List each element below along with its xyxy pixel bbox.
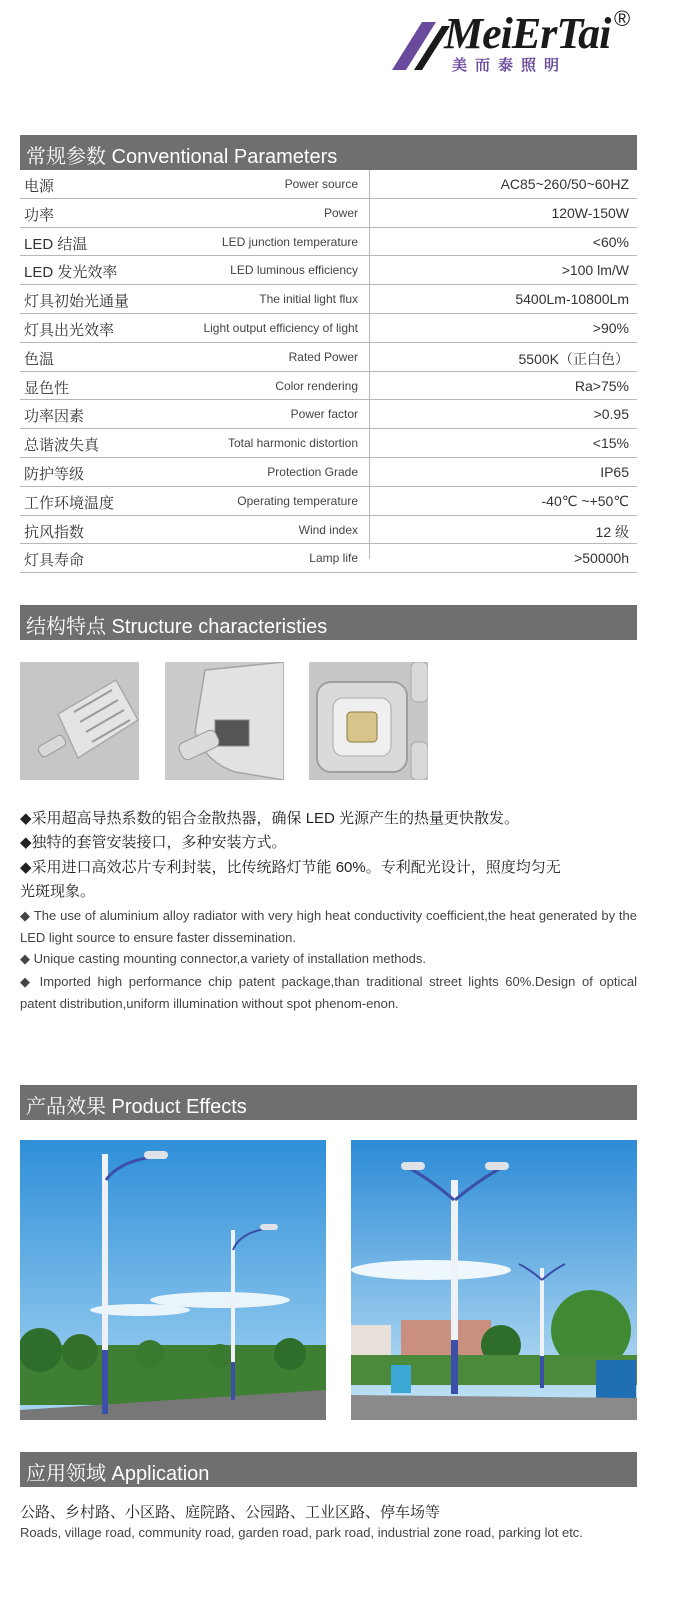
param-zh: 总谐波失真	[24, 437, 100, 455]
section-header-application	[20, 1452, 637, 1487]
param-en: Lamp life	[309, 551, 358, 566]
param-zh: 电源	[24, 178, 55, 195]
param-zh: 灯具寿命	[24, 552, 85, 570]
feature-zh-line: ◆采用进口高效芯片专利封装，比传统路灯节能 60%。专利配光设计，照度均匀无	[20, 859, 561, 876]
param-row	[20, 372, 637, 401]
param-row	[20, 516, 637, 545]
param-row	[20, 458, 637, 487]
param-en: Power factor	[290, 407, 358, 422]
param-row	[20, 199, 637, 228]
param-en: Color rendering	[275, 378, 358, 393]
logo-wordmark: MeiErTai	[444, 9, 611, 58]
section-title: 产品效果 Product Effects	[26, 1096, 247, 1118]
param-zh: 灯具出光效率	[24, 321, 115, 339]
param-en: Power source	[284, 177, 358, 191]
brand-logo	[392, 8, 642, 72]
param-en: Light output efficiency of light	[203, 320, 358, 335]
feature-en-paragraph: ◆ The use of aluminium alloy radiator with very high heat conductivity coefficient,the heat generated by the LED light source to ensure faster dissemination.	[20, 908, 637, 945]
section-header-structure	[20, 605, 637, 640]
param-value: 5500K（正白色）	[518, 350, 629, 367]
application-en: Roads, village road, community road, garden road, park road, industrial zone road, parking lot etc.	[20, 1525, 583, 1540]
logo-chinese-name: 美而泰照明	[452, 57, 568, 74]
param-row	[20, 400, 637, 429]
param-value: Ra>75%	[574, 377, 629, 394]
param-en: Protection Grade	[267, 464, 358, 479]
param-en: The initial light flux	[259, 292, 358, 307]
param-row	[20, 285, 637, 314]
param-en: Total harmonic distortion	[227, 436, 358, 451]
product-photo-top-view	[20, 662, 139, 780]
param-value: IP65	[600, 463, 629, 480]
param-zh: 抗风指数	[24, 523, 85, 541]
param-en: Wind index	[298, 522, 358, 537]
param-row	[20, 429, 637, 458]
param-en: LED junction temperature	[221, 234, 358, 249]
param-zh: 防护等级	[24, 465, 85, 483]
param-row	[20, 314, 637, 343]
param-value: 5400Lm-10800Lm	[515, 291, 629, 308]
section-header-effects	[20, 1085, 637, 1120]
section-title: 常规参数 Conventional Parameters	[26, 146, 338, 168]
section-header-params	[20, 135, 637, 170]
section-title: 应用领域 Application	[26, 1463, 210, 1485]
param-en: LED luminous efficiency	[230, 263, 358, 278]
feature-zh-line: ◆独特的套管安装接口，多种安装方式。	[20, 834, 287, 851]
param-row	[20, 256, 637, 285]
param-zh: 功率	[24, 206, 55, 224]
param-en: Rated Power	[288, 349, 358, 364]
param-zh: 功率因素	[24, 408, 85, 426]
param-en: Power	[323, 205, 358, 220]
param-value: 120W-150W	[551, 204, 629, 221]
effect-photo-road-single-arm	[20, 1140, 326, 1420]
param-value: <60%	[592, 233, 629, 250]
product-photo-connector	[165, 662, 284, 780]
param-value: >100 lm/W	[561, 262, 629, 279]
feature-zh-line: ◆采用超高导热系数的铝合金散热器，确保 LED 光源产生的热量更快散发。	[20, 810, 520, 827]
param-en: Operating temperature	[237, 493, 358, 508]
feature-zh-line: 光斑现象。	[20, 883, 96, 900]
param-zh: 色温	[24, 350, 55, 368]
param-value: >90%	[592, 319, 629, 336]
application-zh: 公路、乡村路、小区路、庭院路、公园路、工业区路、停车场等	[20, 1504, 441, 1521]
param-zh: 灯具初始光通量	[24, 293, 130, 311]
param-zh: LED 发光效率	[24, 264, 118, 282]
section-title: 结构特点 Structure characteristies	[26, 616, 328, 638]
param-value: AC85~260/50~60HZ	[500, 176, 629, 192]
effect-photo-road-double-arm	[351, 1140, 637, 1420]
param-row	[20, 343, 637, 372]
param-row	[20, 170, 637, 199]
table-divider	[369, 170, 370, 559]
param-zh: 显色性	[24, 379, 70, 397]
feature-en-paragraph: ◆ Imported high performance chip patent package,than traditional street lights 60%.Design of optical patent distribution,uniform illumination without spot phenom-enon.	[20, 974, 637, 1011]
product-photo-led-module	[309, 662, 428, 780]
param-zh: 工作环境温度	[24, 494, 115, 512]
params-table	[20, 170, 637, 573]
param-row	[20, 228, 637, 257]
param-row	[20, 487, 637, 516]
param-row	[20, 544, 637, 573]
param-value: >50000h	[574, 550, 629, 567]
param-value: <15%	[592, 435, 629, 452]
param-value: >0.95	[593, 406, 629, 423]
param-value: -40℃ ~+50℃	[541, 492, 629, 509]
feature-en-paragraph: ◆ Unique casting mounting connector,a variety of installation methods.	[20, 951, 427, 966]
registered-mark: ®	[614, 6, 631, 31]
param-value: 12 级	[595, 523, 629, 540]
param-zh: LED 结温	[24, 235, 88, 253]
